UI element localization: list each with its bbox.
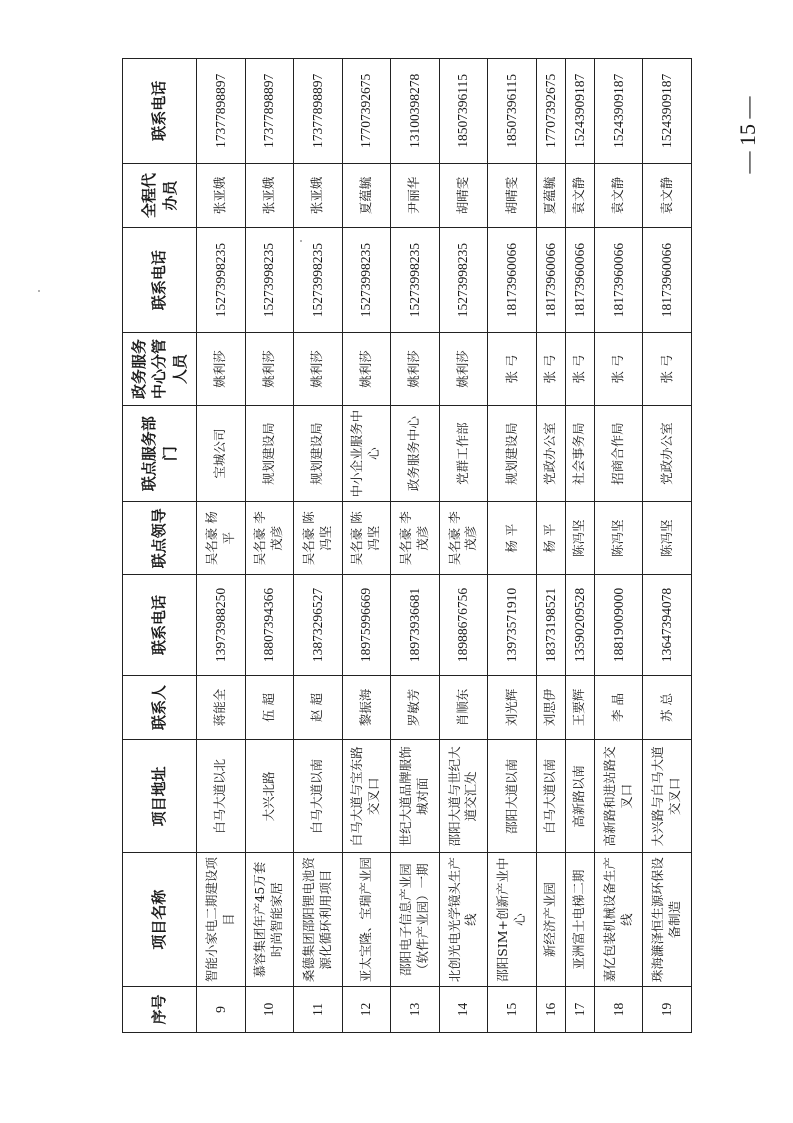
row-gov-staff: 姚利莎 <box>197 332 246 405</box>
row-seq: 17 <box>565 987 594 1033</box>
row-project-address: 邵阳大道以南 <box>488 740 537 853</box>
row-gov-staff: 姚利莎 <box>294 332 343 405</box>
header-service-dept: 联点服务部门 <box>123 406 197 502</box>
row-project-address: 世纪大道品牌服饰城对面 <box>391 740 440 853</box>
row-contact: 黎振海 <box>342 675 391 740</box>
page-number: — 15 — <box>735 96 760 174</box>
row-contact-phone: 13873296527 <box>294 575 343 675</box>
header-agent: 全程代办员 <box>123 163 197 228</box>
row-contact: 罗敏芳 <box>391 675 440 740</box>
row-gov-staff: 姚利莎 <box>245 332 294 405</box>
row-gov-staff: 姚利莎 <box>342 332 391 405</box>
row-contact: 王要辉 <box>565 675 594 740</box>
row-project-address: 高新路和进站路交叉口 <box>594 740 643 853</box>
row-seq: 11 <box>294 987 343 1033</box>
row-gov-staff: 张 弓 <box>643 332 692 405</box>
row-contact-phone: 18988676756 <box>439 575 488 675</box>
row-contact: 肖顺东 <box>439 675 488 740</box>
rotated-table-area <box>122 58 692 1033</box>
row-gov-phone: 18173960066 <box>488 228 537 333</box>
header-contact-phone: 联系电话 <box>123 575 197 675</box>
row-seq: 9 <box>197 987 246 1033</box>
row-seq: 13 <box>391 987 440 1033</box>
row-contact-phone: 18373198521 <box>536 575 565 675</box>
scan-speck <box>300 240 302 242</box>
row-leader: 吴名豪 李茂彦 <box>439 502 488 575</box>
row-gov-staff: 姚利莎 <box>439 332 488 405</box>
row-agent: 袁文静 <box>565 163 594 228</box>
row-project-name: 嘉亿包装机械设备生产线 <box>594 853 643 987</box>
row-gov-phone: 15273998235 <box>439 228 488 333</box>
row-contact: 李 晶 <box>594 675 643 740</box>
row-agent: 张亚娥 <box>294 163 343 228</box>
header-project-name: 项目名称 <box>123 853 197 987</box>
row-agent: 尹丽华 <box>391 163 440 228</box>
row-agent: 袁文静 <box>594 163 643 228</box>
row-agent-phone: 17377898897 <box>197 59 246 164</box>
row-project-address: 大兴路与白马大道交叉口 <box>643 740 692 853</box>
row-project-address: 白马大道与宝东路交叉口 <box>342 740 391 853</box>
row-agent-phone: 13100398278 <box>391 59 440 164</box>
row-gov-staff: 姚利莎 <box>391 332 440 405</box>
scan-speck <box>38 290 40 292</box>
row-seq: 10 <box>245 987 294 1033</box>
row-agent-phone: 18507396115 <box>439 59 488 164</box>
row-agent-phone: 15243909187 <box>565 59 594 164</box>
row-agent-phone: 17377898897 <box>245 59 294 164</box>
row-agent: 胡晴雯 <box>488 163 537 228</box>
row-service-dept: 规划建设局 <box>488 406 537 502</box>
row-project-address: 大兴北路 <box>245 740 294 853</box>
row-project-address: 邵阳大道与世纪大道交汇处 <box>439 740 488 853</box>
table-row <box>565 59 594 1033</box>
header-gov-staff: 政务服务中心分管人员 <box>123 332 197 405</box>
header-project-address: 项目地址 <box>123 740 197 853</box>
row-project-name: 邵阳SIM+创新产业中心 <box>488 853 537 987</box>
row-agent-phone: 17707392675 <box>342 59 391 164</box>
row-project-address: 白马大道以北 <box>197 740 246 853</box>
row-leader: 陈冯坚 <box>594 502 643 575</box>
table-row <box>294 59 343 1033</box>
row-seq: 18 <box>594 987 643 1033</box>
header-gov-phone: 联系电话 <box>123 228 197 333</box>
table-row <box>197 59 246 1033</box>
row-project-address: 白马大道以南 <box>536 740 565 853</box>
row-project-address: 高新路以南 <box>565 740 594 853</box>
row-contact: 伍 超 <box>245 675 294 740</box>
row-gov-phone: 15273998235 <box>342 228 391 333</box>
row-gov-phone: 18173960066 <box>594 228 643 333</box>
row-contact: 赵 超 <box>294 675 343 740</box>
row-seq: 16 <box>536 987 565 1033</box>
row-project-name: 慕容集团年产45万套时尚智能家居 <box>245 853 294 987</box>
row-project-name: 北创光电光学镜头生产线 <box>439 853 488 987</box>
row-gov-staff: 张 弓 <box>488 332 537 405</box>
row-service-dept: 宝城公司 <box>197 406 246 502</box>
header-contact: 联系人 <box>123 675 197 740</box>
header-leader: 联点领导 <box>123 502 197 575</box>
row-contact-phone: 13973988250 <box>197 575 246 675</box>
row-agent: 张亚娥 <box>197 163 246 228</box>
row-contact: 刘光辉 <box>488 675 537 740</box>
row-gov-staff: 张 弓 <box>565 332 594 405</box>
table-row <box>488 59 537 1033</box>
table-rotator <box>122 58 692 1033</box>
row-leader: 吴名豪 陈冯坚 <box>342 502 391 575</box>
row-gov-phone: 15273998235 <box>245 228 294 333</box>
row-agent: 胡晴雯 <box>439 163 488 228</box>
row-seq: 19 <box>643 987 692 1033</box>
row-leader: 吴名豪 李茂彦 <box>391 502 440 575</box>
row-project-name: 邵阳电子信息产业园（软件产业园）一期 <box>391 853 440 987</box>
table-row <box>643 59 692 1033</box>
row-service-dept: 党政办公室 <box>536 406 565 502</box>
row-gov-phone: 18173960066 <box>643 228 692 333</box>
row-service-dept: 党群工作部 <box>439 406 488 502</box>
row-contact-phone: 18819009000 <box>594 575 643 675</box>
row-project-address: 白马大道以南 <box>294 740 343 853</box>
row-leader: 吴名豪 李茂彦 <box>245 502 294 575</box>
row-gov-phone: 18173960066 <box>536 228 565 333</box>
row-agent: 袁文静 <box>643 163 692 228</box>
row-agent-phone: 18507396115 <box>488 59 537 164</box>
row-gov-staff: 张 弓 <box>536 332 565 405</box>
row-leader: 杨 平 <box>488 502 537 575</box>
row-leader: 吴名豪 陈冯坚 <box>294 502 343 575</box>
row-contact-phone: 13647394078 <box>643 575 692 675</box>
project-contact-table <box>122 58 692 1033</box>
row-contact-phone: 18973936681 <box>391 575 440 675</box>
row-service-dept: 招商合作局 <box>594 406 643 502</box>
row-agent: 张亚娥 <box>245 163 294 228</box>
row-project-name: 亚洲富士电梯二期 <box>565 853 594 987</box>
row-agent-phone: 17377898897 <box>294 59 343 164</box>
row-gov-phone: 15273998235 <box>294 228 343 333</box>
row-service-dept: 社会事务局 <box>565 406 594 502</box>
row-agent-phone: 15243909187 <box>643 59 692 164</box>
row-contact-phone: 13590209528 <box>565 575 594 675</box>
table-header-row <box>123 59 197 1033</box>
row-contact: 刘思伊 <box>536 675 565 740</box>
row-contact-phone: 18975996669 <box>342 575 391 675</box>
row-project-name: 亚太宝隆、宝瑞产业园 <box>342 853 391 987</box>
table-row <box>391 59 440 1033</box>
row-leader: 陈冯坚 <box>565 502 594 575</box>
table-row <box>594 59 643 1033</box>
row-service-dept: 规划建设局 <box>245 406 294 502</box>
table-row <box>342 59 391 1033</box>
row-leader: 吴名豪 杨 平 <box>197 502 246 575</box>
row-service-dept: 规划建设局 <box>294 406 343 502</box>
row-gov-phone: 18173960066 <box>565 228 594 333</box>
table-row <box>245 59 294 1033</box>
row-contact: 苏 总 <box>643 675 692 740</box>
row-agent-phone: 15243909187 <box>594 59 643 164</box>
row-agent: 夏蕴毓 <box>536 163 565 228</box>
row-contact: 蒋能全 <box>197 675 246 740</box>
row-project-name: 智能小家电二期建设项目 <box>197 853 246 987</box>
row-seq: 12 <box>342 987 391 1033</box>
table-row <box>536 59 565 1033</box>
row-project-name: 新经济产业园 <box>536 853 565 987</box>
row-agent: 夏蕴毓 <box>342 163 391 228</box>
row-leader: 陈冯坚 <box>643 502 692 575</box>
row-agent-phone: 17707392675 <box>536 59 565 164</box>
row-gov-phone: 15273998235 <box>197 228 246 333</box>
row-service-dept: 政务服务中心 <box>391 406 440 502</box>
row-service-dept: 党政办公室 <box>643 406 692 502</box>
row-leader: 杨 平 <box>536 502 565 575</box>
row-project-name: 珠海濂泽恒生源环保设备制造 <box>643 853 692 987</box>
table-row <box>439 59 488 1033</box>
row-contact-phone: 13973571910 <box>488 575 537 675</box>
row-seq: 15 <box>488 987 537 1033</box>
row-seq: 14 <box>439 987 488 1033</box>
row-service-dept: 中小企业服务中心 <box>342 406 391 502</box>
row-gov-staff: 张 弓 <box>594 332 643 405</box>
header-agent-phone: 联系电话 <box>123 59 197 164</box>
row-gov-phone: 15273998235 <box>391 228 440 333</box>
header-seq: 序号 <box>123 987 197 1033</box>
row-contact-phone: 18807394366 <box>245 575 294 675</box>
row-project-name: 桑德集团邵阳锂电池资源化循环利用项目 <box>294 853 343 987</box>
